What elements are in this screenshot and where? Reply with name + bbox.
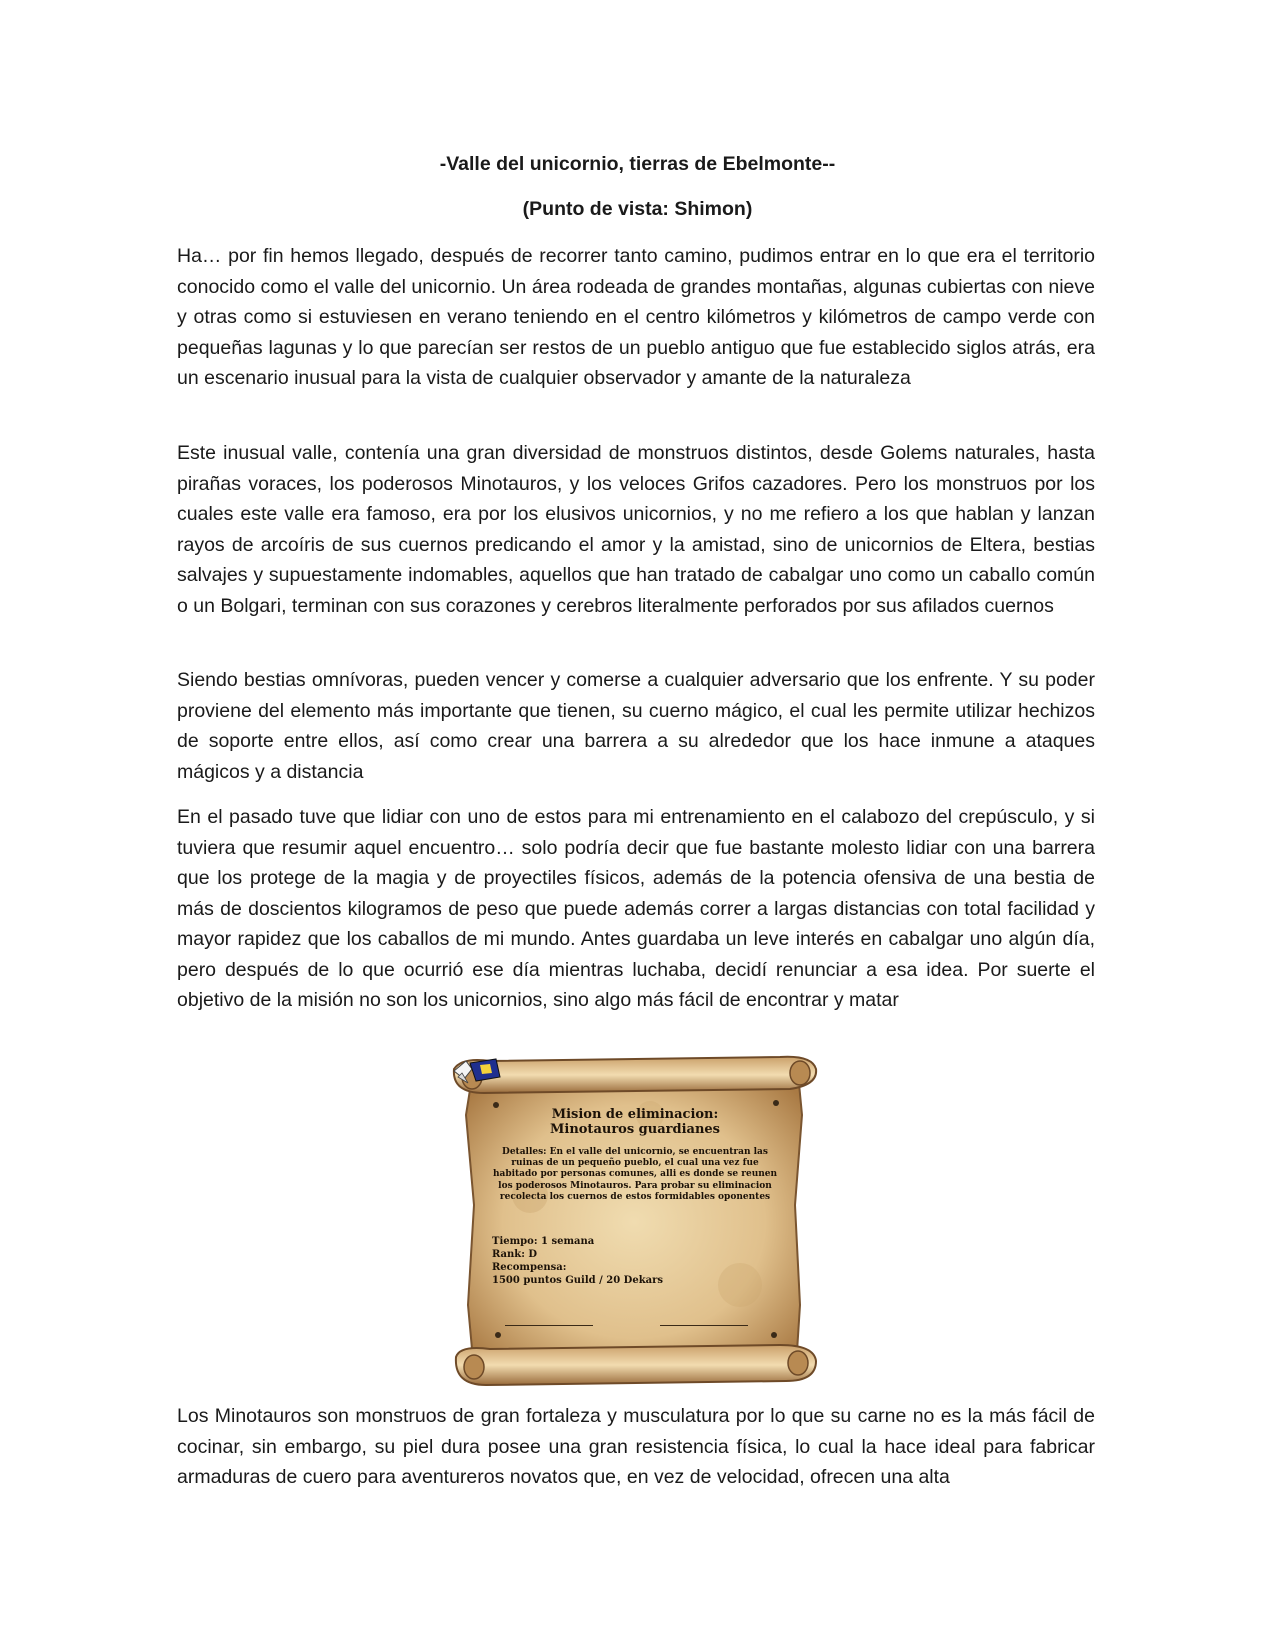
mission-title-line-1: Mision de eliminacion: [551,1107,719,1122]
paragraph-2: Este inusual valle, contenía una gran diversidad de monstruos distintos, desde Golems naturales, hasta pirañas voraces, los poderosos Minotauros, y los veloces Grifos cazadores. Pero los monstruos por los cuales este valle era famoso, era por los elusivos unicornios, y no me refiero a los que hablan y lanzan rayos de arcoíris de sus cuernos predicando el amor y la amistad, sino de unicornios de Eltera, bestias salvajes y supuestamente indomables, aquellos que han tratado de cabalgar uno como un caballo común o un Bolgari, terminan con sus corazones y cerebros literalmente perforados por sus afilados cuernos [177,442,1095,617]
signature-line-right [660,1325,748,1326]
mission-details: Detalles: En el valle del unicornio, se encuentran las ruinas de un pequeño pueblo, el cual una vez fue habitado por personas comunes, alli es donde se reunen los poderosos Minotauros. Para probar su eliminacion recolecta los cuernos de estos formidables oponentes [492,1147,778,1202]
guild-seal-icon [450,1055,502,1085]
paragraph-3: Siendo bestias omnívoras, pueden vencer y comerse a cualquier adversario que los enfrente. Y su poder proviene del elemento más importante que tienen, su cuerno mágico, el cual les permite utilizar hechizos de soporte entre ellos, así como crear una barrera a su alrededor que los hace inmune a ataques mágicos y a distancia [177,669,1095,783]
paragraph-4: En el pasado tuve que lidiar con uno de estos para mi entrenamiento en el calabozo del crepúsculo, y si tuviera que resumir aquel encuentro… solo podría decir que fue bastante molesto lidiar con una barrera que los protege de la magia y de proyectiles físicos, además de la potencia ofensiva de una bestia de más de doscientos kilogramos de peso que puede además correr a largas distancias con total facilidad y mayor rapidez que los caballos de mi mundo. Antes guardaba un leve interés en cabalgar uno algún día, pero después de lo que ocurrió ese día mientras luchaba, decidí renunciar a esa idea. Por suerte el objetivo de la misión no son los unicornios, sino algo más fácil de encontrar y matar [177,806,1095,1011]
mission-scroll-image [450,1055,820,1390]
mission-title-line-2: Minotauros guardianes [549,1122,720,1137]
mission-time: Tiempo: 1 semana [492,1236,595,1247]
mission-rank: Rank: D [492,1249,538,1260]
chapter-title: -Valle del unicornio, tierras de Ebelmonte-- [439,153,836,175]
signature-line-left [505,1325,593,1326]
paragraph-5: Los Minotauros son monstruos de gran fortaleza y musculatura por lo que su carne no es la más fácil de cocinar, sin embargo, su piel dura posee una gran resistencia física, lo cual la hace ideal para fabricar armaduras de cuero para aventureros novatos que, en vez de velocidad, ofrecen una alta [177,1405,1095,1488]
mission-reward-label: Recompensa: [492,1262,567,1273]
mission-reward-value: 1500 puntos Guild / 20 Dekars [492,1275,664,1286]
paragraph-1: Ha… por fin hemos llegado, después de recorrer tanto camino, pudimos entrar en lo que era el territorio conocido como el valle del unicornio. Un área rodeada de grandes montañas, algunas cubiertas con nieve y otras como si estuviesen en verano teniendo en el centro kilómetros y kilómetros de campo verde con pequeñas lagunas y lo que parecían ser restos de un pueblo antiguo que fue establecido siglos atrás, era un escenario inusual para la vista de cualquier observador y amante de la naturaleza [177,245,1095,389]
scroll-text-block [450,1055,820,1390]
point-of-view-subtitle: (Punto de vista: Shimon) [522,198,753,220]
